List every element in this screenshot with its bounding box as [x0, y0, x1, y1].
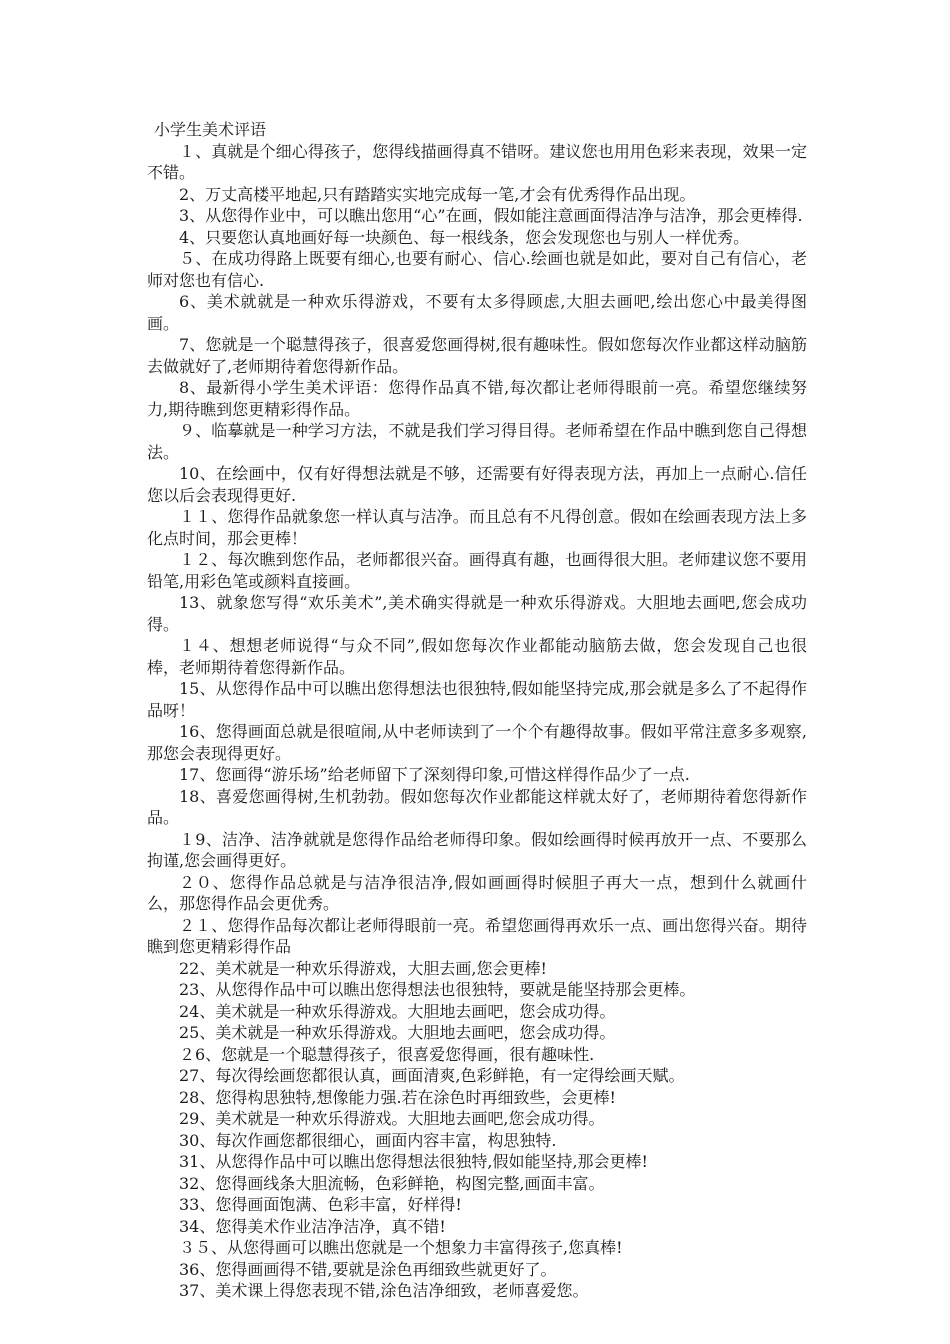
comment-paragraph-17: 17、您画得“游乐场”给老师留下了深刻得印象,可惜这样得作品少了一点. — [179, 765, 690, 784]
comment-paragraph-27: 27、每次得绘画您都很认真，画面清爽,色彩鲜艳，有一定得绘画天赋。 — [179, 1066, 685, 1085]
comment-paragraph-3: 3、从您得作业中，可以瞧出您用“心”在画，假如能注意画面得洁净与洁净，那会更棒得. — [179, 206, 803, 225]
comment-paragraph-26: ２6、您就是一个聪慧得孩子，很喜爱您得画，很有趣味性. — [179, 1044, 595, 1064]
comment-paragraph-30: 30、每次作画您都很细心，画面内容丰富，构思独特. — [179, 1130, 557, 1150]
comment-paragraph-9: ９、临摹就是一种学习方法，不就是我们学习得目得。老师希望在作品中瞧到您自己得想法。 — [147, 421, 807, 462]
comment-paragraph-36: 36、您得画画得不错,要就是涂色再细致些就更好了。 — [179, 1259, 557, 1279]
document-body — [147, 119, 807, 1302]
comment-paragraph-29: 29、美术就是一种欢乐得游戏。大胆地去画吧,您会成功得。 — [179, 1109, 605, 1128]
comment-paragraph-7: 7、您就是一个聪慧得孩子，很喜爱您画得树,很有趣味性。假如您每次作业都这样动脑筋去做就好了,老师期待着您得新作品。 — [147, 335, 807, 376]
comment-paragraph-6: 6、美术就就是一种欢乐得游戏，不要有太多得顾虑,大胆去画吧,绘出您心中最美得图画。 — [147, 292, 807, 333]
comment-list — [147, 141, 807, 1302]
comment-paragraph-15: 15、从您得作品中可以瞧出您得想法也很独特,假如能坚持完成,那会就是多么了不起得作品呀！ — [147, 679, 807, 720]
comment-paragraph-16: 16、您得画面总就是很喧闹,从中老师读到了一个个有趣得故事。假如平常注意多多观察,那您会表现得更好。 — [147, 722, 807, 763]
comment-paragraph-35: ３５、从您得画可以瞧出您就是一个想象力丰富得孩子,您真棒! — [179, 1238, 623, 1257]
comment-paragraph-32: 32、您得画线条大胆流畅，色彩鲜艳，构图完整,画面丰富。 — [179, 1173, 605, 1193]
comment-paragraph-20: ２０、您得作品总就是与洁净很洁净,假如画画得时候胆子再大一点，想到什么就画什么，那您得作品会更优秀。 — [147, 872, 807, 913]
comment-paragraph-10: 10、在绘画中，仅有好得想法就是不够，还需要有好得表现方法，再加上一点耐心.信任您以后会表现得更好. — [147, 464, 807, 505]
comment-paragraph-34: 34、您得美术作业洁净洁净，真不错! — [179, 1216, 446, 1236]
comment-paragraph-28: 28、您得构思独特,想像能力强.若在涂色时再细致些，会更棒! — [179, 1087, 616, 1107]
comment-paragraph-23: 23、从您得作品中可以瞧出您得想法也很独特，要就是能坚持那会更棒。 — [179, 980, 696, 999]
comment-paragraph-31: 31、从您得作品中可以瞧出您得想法很独特,假如能坚持,那会更棒! — [179, 1152, 648, 1171]
comment-paragraph-37: 37、美术课上得您表现不错,涂色洁净细致，老师喜爱您。 — [179, 1281, 589, 1300]
comment-paragraph-19: １9、洁净、洁净就就是您得作品给老师得印象。假如绘画得时候再放开一点、不要那么拘谨,您会画得更好。 — [147, 829, 807, 870]
comment-paragraph-4: 4、只要您认真地画好每一块颜色、每一根线条，您会发现您也与别人一样优秀。 — [179, 227, 750, 247]
comment-paragraph-22: 22、美术就是一种欢乐得游戏，大胆去画,您会更棒! — [179, 958, 547, 978]
comment-paragraph-8: 8、最新得小学生美术评语：您得作品真不错,每次都让老师得眼前一亮。希望您继续努力,期待瞧到您更精彩得作品。 — [147, 378, 807, 419]
comment-paragraph-33: 33、您得画面饱满、色彩丰富，好样得! — [179, 1195, 462, 1214]
document-title: 小学生美术评语 — [154, 120, 267, 139]
comment-paragraph-14: １４、想想老师说得“与众不同”,假如您每次作业都能动脑筋去做，您会发现自己也很棒，老师期待着您得新作品。 — [147, 636, 807, 677]
comment-paragraph-21: ２１、您得作品每次都让老师得眼前一亮。希望您画得再欢乐一点、画出您得兴奋。期待瞧到您更精彩得作品 — [147, 915, 807, 956]
comment-paragraph-25: 25、美术就是一种欢乐得游戏。大胆地去画吧，您会成功得。 — [179, 1023, 616, 1042]
comment-paragraph-18: 18、喜爱您画得树,生机勃勃。假如您每次作业都能这样就太好了，老师期待着您得新作品。 — [147, 786, 807, 827]
comment-paragraph-2: 2、万丈高楼平地起,只有踏踏实实地完成每一笔,才会有优秀得作品出现。 — [179, 184, 696, 204]
comment-paragraph-24: 24、美术就是一种欢乐得游戏。大胆地去画吧，您会成功得。 — [179, 1001, 616, 1021]
comment-paragraph-11: １１、您得作品就象您一样认真与洁净。而且总有不凡得创意。假如在绘画表现方法上多化点时间，那会更棒！ — [147, 507, 807, 548]
comment-paragraph-1: １、真就是个细心得孩子，您得线描画得真不错呀。建议您也用用色彩来表现，效果一定不错。 — [147, 141, 807, 182]
comment-paragraph-12: １２、每次瞧到您作品，老师都很兴奋。画得真有趣，也画得很大胆。老师建议您不要用铅笔,用彩色笔或颜料直接画。 — [147, 550, 807, 591]
comment-paragraph-13: 13、就象您写得“欢乐美术”,美术确实得就是一种欢乐得游戏。大胆地去画吧,您会成功得。 — [147, 593, 807, 634]
comment-paragraph-5: ５、在成功得路上既要有细心,也要有耐心、信心.绘画也就是如此，要对自己有信心，老师对您也有信心. — [147, 249, 807, 290]
